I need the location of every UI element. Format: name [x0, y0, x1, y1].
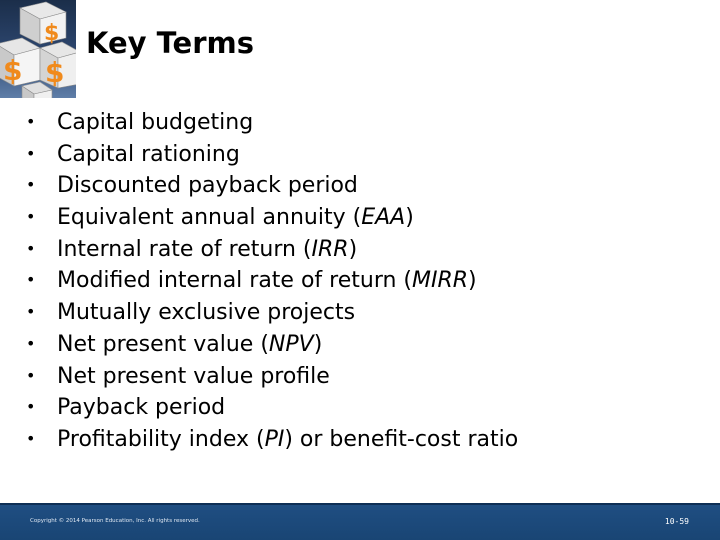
- list-item: [26, 142, 518, 174]
- bullet-icon: •: [26, 397, 36, 417]
- svg-text:$: $: [45, 56, 65, 89]
- bullet-icon: •: [26, 207, 36, 227]
- slide-title: Key Terms: [86, 26, 255, 60]
- list-item: [26, 173, 518, 205]
- footer-bar: [0, 503, 720, 540]
- svg-text:$: $: [44, 21, 60, 46]
- list-item: [26, 395, 518, 427]
- page-number: 10-59: [664, 517, 689, 526]
- term-text: Mutually exclusive projects: [57, 300, 356, 326]
- term-text: Capital budgeting: [57, 110, 254, 135]
- term-text: Equivalent annual annuity (EAA): [57, 205, 414, 231]
- term-text: Capital rationing: [57, 141, 240, 167]
- svg-text:$: $: [3, 54, 23, 87]
- list-item: [26, 110, 518, 142]
- list-item: [26, 300, 518, 332]
- bullet-icon: •: [26, 238, 36, 258]
- bullet-icon: •: [26, 143, 36, 163]
- list-item: [26, 332, 518, 364]
- term-text: Net present value (NPV): [57, 331, 323, 357]
- term-text: Internal rate of return (IRR): [57, 236, 358, 262]
- list-item: [26, 427, 518, 459]
- term-text: Profitability index (PI) or benefit-cost ratio: [57, 426, 519, 452]
- bullet-icon: •: [26, 270, 36, 290]
- term-text: Discounted payback period: [57, 173, 358, 199]
- bullet-icon: •: [26, 365, 36, 385]
- list-item: [26, 237, 518, 269]
- list-item: [26, 268, 518, 300]
- bullet-icon: •: [26, 428, 36, 448]
- copyright-notice: Copyright © 2014 Pearson Education, Inc. All rights reserved.: [30, 518, 200, 524]
- key-terms-list: [26, 110, 518, 459]
- bullet-icon: •: [26, 333, 36, 353]
- list-item: [26, 364, 518, 396]
- bullet-icon: •: [26, 112, 36, 131]
- term-text: Modified internal rate of return (MIRR): [57, 268, 477, 294]
- dollar-cube-icon: [0, 0, 76, 98]
- bullet-icon: •: [26, 175, 36, 195]
- term-text: Payback period: [57, 395, 226, 421]
- dollar-cubes-graphic: [0, 0, 76, 98]
- bullet-icon: •: [26, 302, 36, 322]
- list-item: [26, 205, 518, 237]
- term-text: Net present value profile: [57, 363, 330, 389]
